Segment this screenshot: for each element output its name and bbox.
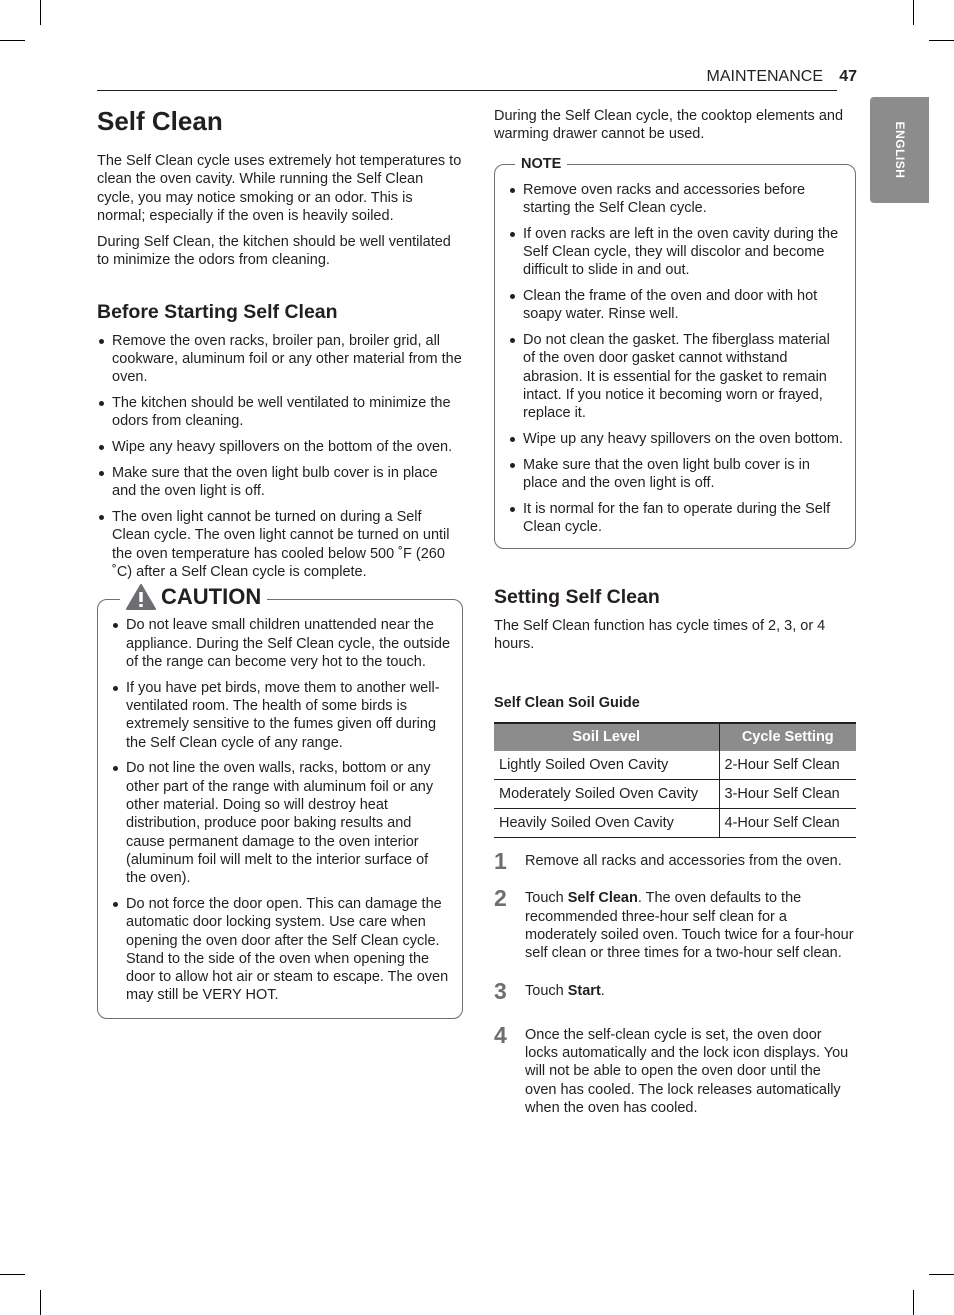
step-text <box>525 1022 856 1117</box>
warning-triangle-icon <box>126 584 156 610</box>
list-item: Remove oven racks and accessories before starting the Self Clean cycle. <box>508 181 845 218</box>
column-header: Soil Level <box>494 723 719 751</box>
crop-mark <box>40 0 41 25</box>
list-item: Wipe up any heavy spillovers on the oven bottom. <box>508 430 845 448</box>
language-tab-label: ENGLISH <box>892 121 907 179</box>
step-text-part: Touch <box>525 890 568 907</box>
table-row <box>494 751 856 780</box>
section-title: MAINTENANCE <box>706 68 823 85</box>
crop-mark <box>913 0 914 25</box>
note-list <box>508 181 845 537</box>
step-number: 1 <box>494 848 507 875</box>
list-item: Do not line the oven walls, racks, bottom or any other part of the range with aluminum foil or any other material. Doing so will destroy heat distribution, produce poor baking results and cause permanent damage to the oven interior (aluminum foil will melt to the interior surface of the oven). <box>111 759 452 887</box>
step-text-part: Remove all racks and accessories from the oven. <box>525 853 842 870</box>
list-item: The kitchen should be well ventilated to minimize the odors from cleaning. <box>97 394 463 431</box>
caution-heading <box>120 583 267 611</box>
list-item: It is normal for the fan to operate during the Self Clean cycle. <box>508 500 845 537</box>
step-text-part: . The oven defaults to the recommended three-hour self clean for a moderately soiled oven. Touch twice for a four-hour self clean or three times for a two-hour self clean. <box>525 890 854 962</box>
list-item: Do not leave small children unattended near the appliance. During the Self Clean cycle, the outside of the range can become very hot to the touch. <box>111 616 452 671</box>
table-header-row <box>494 723 856 751</box>
list-item: If oven racks are left in the oven cavity during the Self Clean cycle, they will discolor and become difficult to slide in and out. <box>508 225 845 280</box>
left-column <box>97 104 463 1019</box>
step-text-part: . <box>600 982 605 999</box>
list-item: Make sure that the oven light bulb cover is in place and the oven light is off. <box>508 456 845 493</box>
note-label: NOTE <box>515 155 567 173</box>
table-cell: Lightly Soiled Oven Cavity <box>494 751 719 780</box>
step-text <box>525 848 856 870</box>
step-text <box>525 978 856 1000</box>
intro-paragraph: During the Self Clean cycle, the cooktop elements and warming drawer cannot be used. <box>494 108 844 143</box>
list-item: Make sure that the oven light bulb cover is in place and the oven light is off. <box>97 464 463 501</box>
crop-mark <box>40 1290 41 1315</box>
table-cell: Heavily Soiled Oven Cavity <box>494 809 719 838</box>
crop-mark <box>913 1290 914 1315</box>
list-item: Clean the frame of the oven and door with hot soapy water. Rinse well. <box>508 287 845 324</box>
step <box>494 1022 856 1117</box>
table-cell: 4-Hour Self Clean <box>719 809 856 838</box>
setting-intro: The Self Clean function has cycle times of 2, 3, or 4 hours. <box>494 618 826 653</box>
soil-guide-table <box>494 722 856 838</box>
step-number: 2 <box>494 885 507 912</box>
list-item: The oven light cannot be turned on during a Self Clean cycle. The oven light cannot be turned on until the oven temperature has cooled below 500 ˚F (260 ˚C) after a Self Clean cycle is complete. <box>97 508 463 581</box>
caution-label: CAUTION <box>161 584 262 610</box>
step-number: 3 <box>494 977 507 1004</box>
caution-box <box>97 584 463 1019</box>
before-starting-list <box>97 332 463 582</box>
step-text-bold: Self Clean <box>567 890 638 907</box>
intro-paragraph: During Self Clean, the kitchen should be well ventilated to minimize the odors from cleaning. <box>97 234 451 269</box>
section-heading-setting: Setting Self Clean <box>494 586 660 609</box>
language-tab <box>870 97 929 203</box>
crop-mark <box>929 1274 954 1275</box>
table-row <box>494 809 856 838</box>
table-row <box>494 780 856 809</box>
step <box>494 848 856 875</box>
step-text <box>525 885 856 962</box>
column-header: Cycle Setting <box>719 723 856 751</box>
list-item: Do not force the door open. This can damage the automatic door locking system. Use care when opening the oven door after the Self Clean cycle. Stand to the side of the oven when opening the door to allow hot air or steam to escape. The oven may still be VERY HOT. <box>111 895 452 1005</box>
running-header <box>97 66 857 91</box>
step-text-bold: Start <box>567 982 601 999</box>
steps-list <box>494 848 856 1117</box>
table-title: Self Clean Soil Guide <box>494 694 640 711</box>
step-number: 4 <box>494 1021 507 1048</box>
note-box <box>494 155 856 550</box>
page-title: Self Clean <box>97 106 223 136</box>
step-text-part: Touch <box>525 982 568 999</box>
caution-list <box>111 616 452 1004</box>
table-cell: 3-Hour Self Clean <box>719 780 856 809</box>
intro-paragraph: The Self Clean cycle uses extremely hot temperatures to clean the oven cavity. While running the Self Clean cycle, you may notice smoking or an odor. This is normal; especially if the oven is heavily soiled. <box>97 153 462 224</box>
table-cell: Moderately Soiled Oven Cavity <box>494 780 719 809</box>
list-item: Wipe any heavy spillovers on the bottom of the oven. <box>97 438 463 456</box>
list-item: Do not clean the gasket. The fiberglass material of the oven door gasket cannot withstand abrasion. It is essential for the gasket to remain intact. If you notice it becoming worn or frayed, replace it. <box>508 331 845 422</box>
list-item: If you have pet birds, move them to another well-ventilated room. The health of some birds is extremely sensitive to the fumes given off during the Self Clean cycle of any range. <box>111 679 452 752</box>
step-text-part: Once the self-clean cycle is set, the oven door locks automatically and the lock icon displays. You will not be able to open the oven door until the oven has cooled. The lock releases automatically when the oven has cooled. <box>525 1026 849 1116</box>
section-heading-before-starting: Before Starting Self Clean <box>97 300 338 323</box>
list-item: Remove the oven racks, broiler pan, broiler grid, all cookware, aluminum foil or any other material from the oven. <box>97 332 463 387</box>
crop-mark <box>929 40 954 41</box>
table-cell: 2-Hour Self Clean <box>719 751 856 780</box>
step <box>494 885 856 962</box>
crop-mark <box>0 40 25 41</box>
crop-mark <box>0 1274 25 1275</box>
right-column <box>494 107 856 1132</box>
step <box>494 977 856 1004</box>
page-number: 47 <box>839 68 857 85</box>
